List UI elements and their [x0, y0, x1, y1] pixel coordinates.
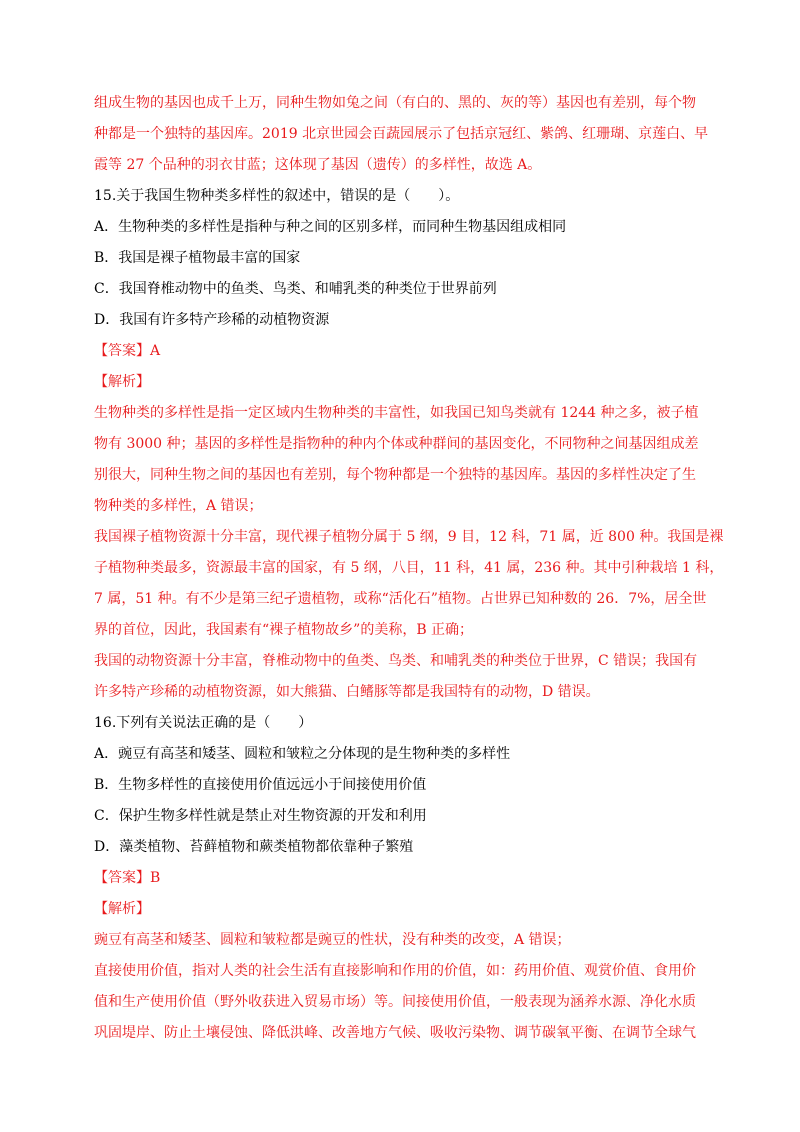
answer-value: B: [150, 870, 161, 886]
option-a: A．生物种类的多样性是指种与种之间的区别多样，而同种生物基因组成相同: [94, 219, 567, 235]
option-c: C．我国脊椎动物中的鱼类、鸟类、和哺乳类的种类位于世界前列: [94, 281, 497, 297]
explanation-line: 种都是一个独特的基因库。2019 北京世园会百蔬园展示了包括京冠红、紫鸽、红珊瑚、京莲白、早: [94, 126, 709, 142]
answer-label: 【答案】: [94, 343, 150, 359]
analysis-line: 物种类的多样性，A 错误；: [94, 498, 263, 514]
question-15: [94, 181, 724, 708]
option-d: D．我国有许多特产珍稀的动植物资源: [94, 312, 330, 328]
analysis-line: 7 属，51 种。有不少是第三纪孑遗植物，或称“活化石”植物。占世界已知种数的 26．7%，居全世: [94, 591, 707, 607]
analysis-line: 豌豆有高茎和矮茎、圆粒和皱粒都是豌豆的性状，没有种类的改变，A 错误；: [94, 932, 571, 948]
analysis-line: 子植物种类最多，资源最丰富的国家，有 5 纲，八目，11 科，41 属，236 种。其中引种栽培 1 科，: [94, 560, 724, 576]
option-b: B．我国是裸子植物最丰富的国家: [94, 250, 301, 266]
analysis-label: 【解析】: [94, 901, 150, 917]
option-d: D．藻类植物、苔藓植物和蕨类植物都依靠种子繁殖: [94, 839, 414, 855]
analysis-line: 别很大，同种生物之间的基因也有差别，每个物种都是一个独特的基因库。基因的多样性决定了生: [94, 467, 696, 483]
analysis-label: 【解析】: [94, 374, 150, 390]
analysis-line: 物有 3000 种；基因的多样性是指物种的种内个体或种群间的基因变化，不同物种之间基因组成差: [94, 436, 699, 452]
analysis-line: 巩固堤岸、防止土壤侵蚀、降低洪峰、改善地方气候、吸收污染物、调节碳氧平衡、在调节全球气: [94, 1025, 696, 1041]
analysis-line: 界的首位，因此，我国素有“裸子植物故乡”的美称，B 正确；: [94, 622, 474, 638]
prev-explanation: [94, 88, 714, 181]
answer-label: 【答案】: [94, 870, 150, 886]
analysis-line: 直接使用价值，指对人类的社会生活有直接影响和作用的价值，如：药用价值、观赏价值、食用价: [94, 963, 696, 979]
answer-value: A: [150, 343, 161, 359]
question-16: [94, 708, 714, 1049]
explanation-line: 组成生物的基因也成千上万，同种生物如兔之间（有白的、黑的、灰的等）基因也有差别，每个物: [94, 95, 696, 111]
option-a: A．豌豆有高茎和矮茎、圆粒和皱粒之分体现的是生物种类的多样性: [94, 746, 511, 762]
answer-row: [94, 336, 714, 367]
analysis-line: 生物种类的多样性是指一定区域内生物种类的丰富性，如我国已知鸟类就有 1244 种之多，被子植: [94, 405, 699, 421]
answer-row: [94, 863, 714, 894]
analysis-line: 我国的动物资源十分丰富，脊椎动物中的鱼类、鸟类、和哺乳类的种类位于世界，C 错误；我国有: [94, 653, 698, 669]
question-stem: 15.关于我国生物种类多样性的叙述中，错误的是（ ）。: [94, 188, 460, 204]
question-stem: 16.下列有关说法正确的是（ ）: [94, 715, 313, 731]
option-b: B．生物多样性的直接使用价值远远小于间接使用价值: [94, 777, 427, 793]
explanation-line: 霞等 27 个品种的羽衣甘蓝；这体现了基因（遗传）的多样性，故选 A。: [94, 157, 542, 173]
analysis-line: 许多特产珍稀的动植物资源，如大熊猫、白鳍豚等都是我国特有的动物，D 错误。: [94, 684, 600, 700]
analysis-line: 值和生产使用价值（野外收获进入贸易市场）等。间接使用价值，一般表现为涵养水源、净化水质: [94, 994, 696, 1010]
analysis-line: 我国裸子植物资源十分丰富，现代裸子植物分属于 5 纲，9 目，12 科，71 属，近 800 种。我国是裸: [94, 529, 724, 545]
page-content: [94, 88, 724, 1049]
option-c: C．保护生物多样性就是禁止对生物资源的开发和利用: [94, 808, 427, 824]
